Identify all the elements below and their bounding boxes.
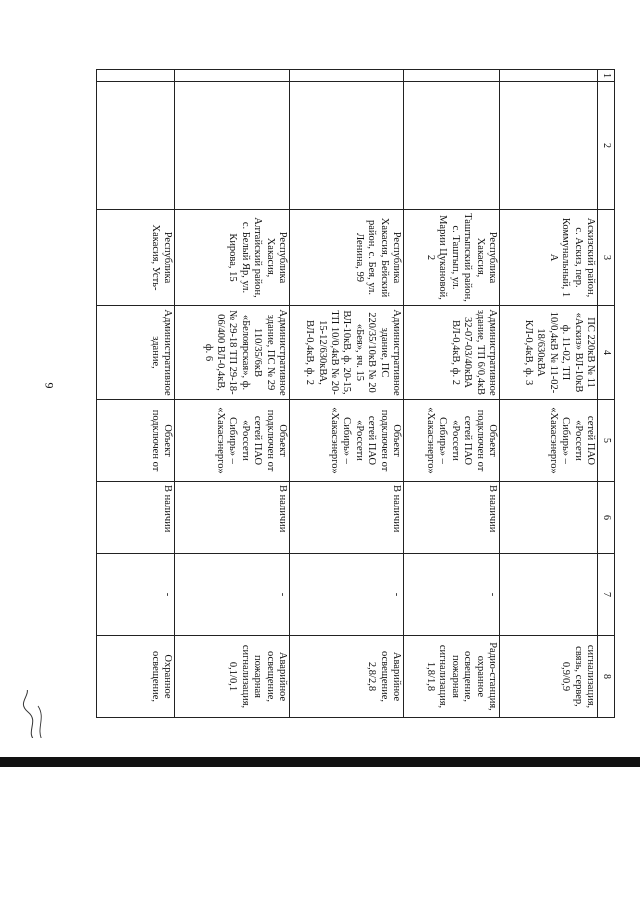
cell-load: Радио-станция, охранное освещение, пожарная сигнализация, 1,8/1,8 [404, 636, 500, 718]
cell-supply-source: Административное здание, [97, 306, 175, 400]
cell-dash: - [404, 554, 500, 636]
data-table [96, 69, 615, 718]
cell-name [500, 82, 598, 210]
cell-availability [500, 482, 598, 554]
cell-load: сигнализация, связь, сервер, 0,9/0,9 [500, 636, 598, 718]
cell-supply-source: Административное здание, ПС № 29 110/35/6кВ «Белоярская», ф. № 29-18 ТП 29-18-06/400 ВЛ-0,4кВ, ф. 6 [175, 306, 290, 400]
col-header-8: 8 [598, 636, 615, 718]
cell-address: Республика Хакасия, Таштыпский район, с. Таштып, ул. Марии Цукановой, 2 [404, 210, 500, 306]
col-header-3: 3 [598, 210, 615, 306]
cell-dash: - [97, 554, 175, 636]
cell-connection: Объект подключен от сетей ПАО «Россети Сибирь» – «Хакасэнерго» [404, 400, 500, 482]
cell-connection: сетей ПАО «Россети Сибирь» – «Хакасэнерго» [500, 400, 598, 482]
cell-supply-source: ПС 220кВ № 11 «Аскиз» ВЛ-10кВ ф. 11-02, ТП 10/0,4кВ № 11-02-18/630кВА КЛ-0,4кВ, ф. 3 [500, 306, 598, 400]
cell-number [404, 70, 500, 82]
cell-dash [500, 554, 598, 636]
col-header-2: 2 [598, 82, 615, 210]
cell-load: Охранное освещение, [97, 636, 175, 718]
cell-address: Республика Хакасия, Усть- [97, 210, 175, 306]
table-row [175, 70, 290, 718]
cell-number [500, 70, 598, 82]
cell-dash: - [290, 554, 404, 636]
col-header-4: 4 [598, 306, 615, 400]
scan-edge-band [0, 757, 640, 767]
col-header-7: 7 [598, 554, 615, 636]
cell-name [175, 82, 290, 210]
cell-connection: Объект подключен от сетей ПАО «Россети Сибирь» – «Хакасэнерго» [290, 400, 404, 482]
col-header-5: 5 [598, 400, 615, 482]
cell-supply-source: Административное здание, ТП 6/0,4кВ 32-07-03/40кВА ВЛ-0,4кВ, ф. 2 [404, 306, 500, 400]
table-row [404, 70, 500, 718]
header-row [598, 70, 615, 718]
cell-address: Аскизский район, с. Аскиз, пер. Коммунальный, 1 А [500, 210, 598, 306]
cell-name [97, 82, 175, 210]
cell-availability: В наличии [97, 482, 175, 554]
cell-connection: Объект подключен от сетей ПАО «Россети Сибирь» – «Хакасэнерго» [175, 400, 290, 482]
cell-name [404, 82, 500, 210]
cell-number [97, 70, 175, 82]
stamp-signature-icon [8, 690, 90, 738]
cell-address: Республика Хакасия, Бейский район, с. Бея, ул. Ленина, 99 [290, 210, 404, 306]
col-header-6: 6 [598, 482, 615, 554]
table-row [500, 70, 598, 718]
table-row [97, 70, 175, 718]
cell-supply-source: Административное здание, ПС 220/35/10кВ № 20 «Бея», яч. 15 ВЛ-10кВ, ф. 20-15, ТП 10/0,4кВ № 20-15-12/630кВА, ВЛ-0,4кВ, ф. 2 [290, 306, 404, 400]
cell-name [290, 82, 404, 210]
table-wrapper [96, 69, 615, 717]
rotated-table-container [96, 69, 615, 717]
cell-number [175, 70, 290, 82]
page-number: 9 [42, 382, 57, 389]
cell-address: Республика Хакасия, Алтайский район, с. Белый Яр, ул. Кирова, 15 [175, 210, 290, 306]
cell-dash: - [175, 554, 290, 636]
cell-load: Аварийное освещение, 2,8/2,8 [290, 636, 404, 718]
col-header-1: 1 [598, 70, 615, 82]
table-row [290, 70, 404, 718]
cell-number [290, 70, 404, 82]
cell-connection: Объект подключен от [97, 400, 175, 482]
cell-availability: В наличии [290, 482, 404, 554]
cell-availability: В наличии [175, 482, 290, 554]
cell-availability: В наличии [404, 482, 500, 554]
cell-load: Аварийное освещение, пожарная сигнализация, 0,1/0,1 [175, 636, 290, 718]
